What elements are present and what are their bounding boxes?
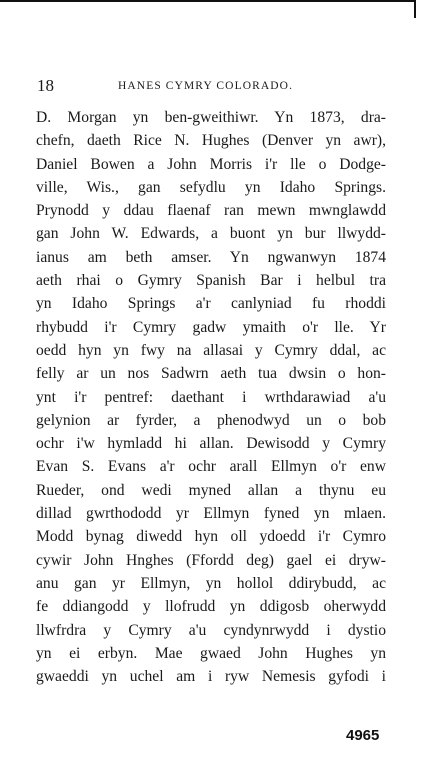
text-line: gelynion ar fyrder, a phenodwyd un o bob [36, 411, 386, 429]
text-line: felly ar un nos Sadwrn aeth tua dwsin o hon- [36, 365, 386, 383]
text-line: Daniel Bowen a John Morris i'r lle o Dodge- [36, 155, 386, 173]
text-line: Rueder, ond wedi myned allan a thynu eu [36, 481, 386, 499]
top-border-line [0, 0, 416, 2]
text-line: oedd hyn yn fwy na allasai y Cymry ddal, ac [36, 341, 386, 359]
body-text [36, 106, 386, 688]
text-line: gwaeddi yn uchel am i ryw Nemesis gyfodi i [36, 668, 386, 686]
text-line: D. Morgan yn ben-gweithiwr. Yn 1873, dra- [36, 109, 386, 126]
text-line: Modd bynag diwedd hyn oll ydoedd i'r Cymro [36, 528, 386, 546]
text-line: dillad gwrthododd yr Ellmyn fyned yn mlaen. [36, 505, 386, 523]
text-line: Prynodd y ddau flaenaf ran mewn mwnglawdd [36, 202, 386, 220]
top-border-corner [414, 0, 416, 18]
running-title: HANES CYMRY COLORADO. [118, 80, 294, 92]
catalog-stamp: 4965 [346, 727, 380, 744]
text-line: yn ei erbyn. Mae gwaed John Hughes yn [36, 644, 386, 662]
text-line: chefn, daeth Rice N. Hughes (Denver yn awr), [36, 132, 386, 150]
text-line: ville, Wis., gan sefydlu yn Idaho Springs. [36, 178, 386, 196]
text-line: ianus am beth amser. Yn ngwanwyn 1874 [36, 248, 386, 266]
page-number: 18 [37, 76, 54, 95]
text-line: llwfrdra y Cymry a'u cyndynrwydd i dystio [36, 621, 386, 639]
text-line: Evan S. Evans a'r ochr arall Ellmyn o'r enw [36, 458, 386, 476]
text-line: yn Idaho Springs a'r canlyniad fu rhoddi [36, 295, 386, 313]
text-line: aeth rhai o Gymry Spanish Bar i helbul tra [36, 272, 386, 290]
text-line: fe ddiangodd y llofrudd yn ddigosb oherwydd [36, 598, 386, 616]
text-line: rhybudd i'r Cymry gadw ymaith o'r lle. Yr [36, 318, 386, 336]
text-line: gan John W. Edwards, a buont yn bur llwydd- [36, 225, 386, 243]
running-head [37, 76, 392, 96]
text-line: ynt i'r pentref: daethant i wrthdarawiad a'u [36, 388, 386, 406]
text-line: cywir John Hnghes (Ffordd deg) gael ei dryw- [36, 551, 386, 569]
text-line: anu gan yr Ellmyn, yn hollol ddirybudd, ac [36, 574, 386, 592]
text-line: ochr i'w hymladd hi allan. Dewisodd y Cymry [36, 435, 386, 453]
